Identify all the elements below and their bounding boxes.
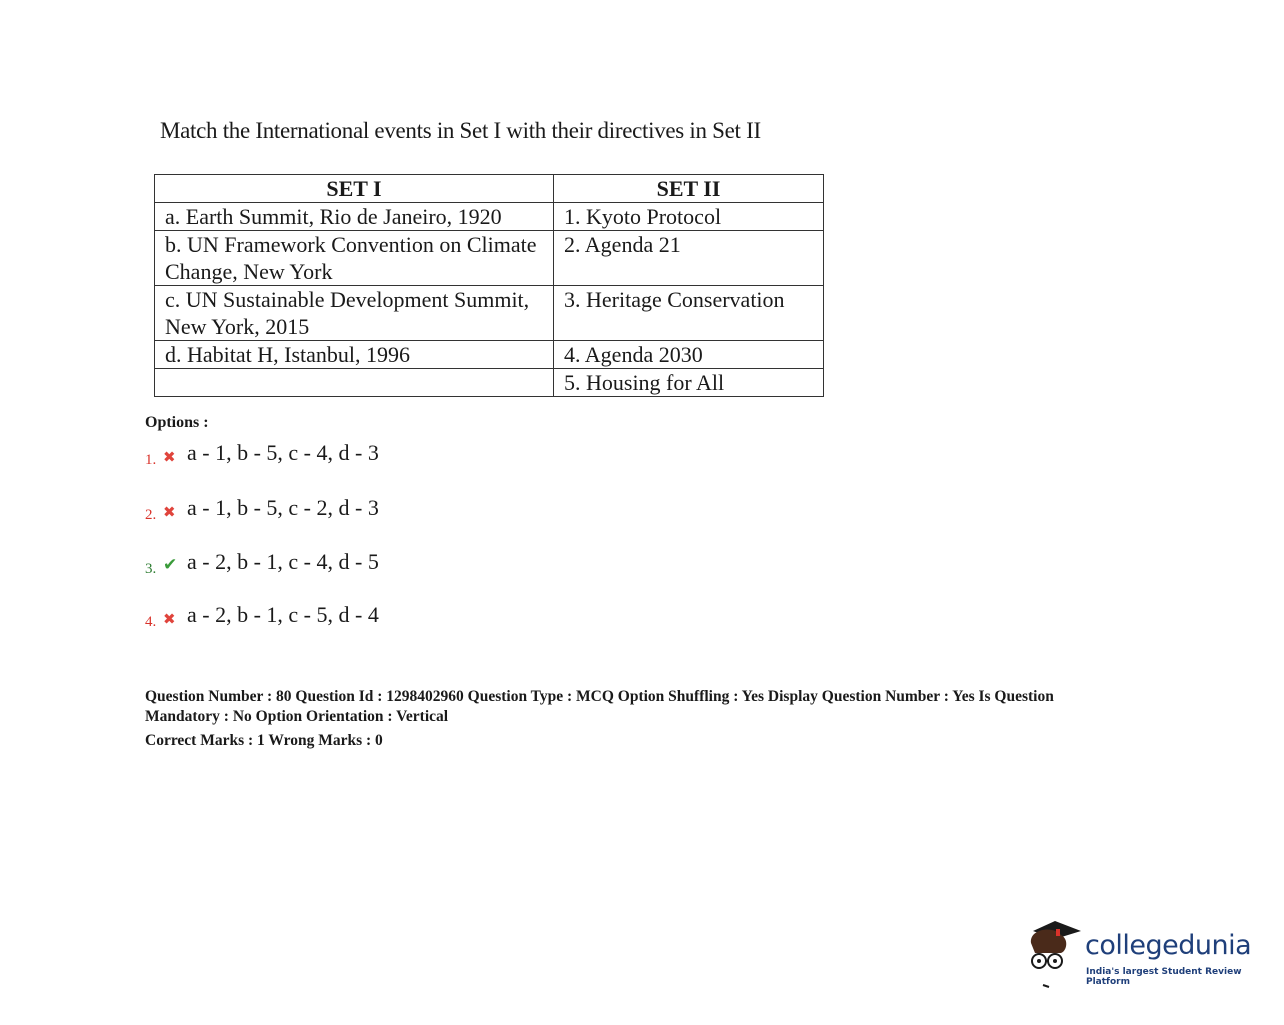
marks-line: Correct Marks : 1 Wrong Marks : 0 [145, 732, 383, 749]
set2-cell: 1. Kyoto Protocol [554, 203, 824, 231]
option-text: a - 1, b - 5, c - 4, d - 3 [187, 440, 379, 465]
brand-tagline: India's largest Student Review Platform [1086, 967, 1242, 987]
table-header-row [155, 175, 824, 203]
table-row [155, 231, 824, 286]
cross-icon: ✖ [163, 503, 176, 521]
set1-cell [155, 369, 554, 397]
option-number: 4. [145, 614, 157, 630]
mascot-icon [1025, 917, 1083, 989]
options-label: Options : [145, 414, 209, 431]
set1-cell: d. Habitat H, Istanbul, 1996 [155, 341, 554, 369]
option-number: 1. [145, 452, 157, 468]
option-number: 3. [145, 561, 157, 577]
set2-cell: 2. Agenda 21 [554, 231, 824, 286]
question-metadata [145, 687, 1105, 751]
brand-name: collegedunia [1085, 930, 1252, 961]
option-text: a - 2, b - 1, c - 5, d - 4 [187, 602, 379, 627]
table-row [155, 341, 824, 369]
set2-cell: 3. Heritage Conservation [554, 286, 824, 341]
set2-cell: 4. Agenda 2030 [554, 341, 824, 369]
match-table [154, 174, 824, 397]
option-text: a - 2, b - 1, c - 4, d - 5 [187, 549, 379, 574]
set1-header: SET I [155, 175, 554, 203]
set1-cell: a. Earth Summit, Rio de Janeiro, 1920 [155, 203, 554, 231]
collegedunia-logo [1025, 915, 1265, 990]
table-row [155, 286, 824, 341]
set1-cell: c. UN Sustainable Development Summit, New York, 2015 [155, 286, 554, 341]
set2-cell: 5. Housing for All [554, 369, 824, 397]
cross-icon: ✖ [163, 610, 176, 628]
set1-cell: b. UN Framework Convention on Climate Change, New York [155, 231, 554, 286]
set2-header: SET II [554, 175, 824, 203]
option-text: a - 1, b - 5, c - 2, d - 3 [187, 495, 379, 520]
option-number: 2. [145, 507, 157, 523]
check-icon: ✔ [163, 555, 178, 575]
cross-icon: ✖ [163, 448, 176, 466]
table-row [155, 369, 824, 397]
metadata-line: Question Number : 80 Question Id : 1298402960 Question Type : MCQ Option Shuffling : Yes Display Question Number : Yes Is Question Mandatory : No Option Orientation : Vertical [145, 688, 1054, 725]
question-text: Match the International events in Set I with their directives in Set II [160, 118, 761, 143]
table-row [155, 203, 824, 231]
